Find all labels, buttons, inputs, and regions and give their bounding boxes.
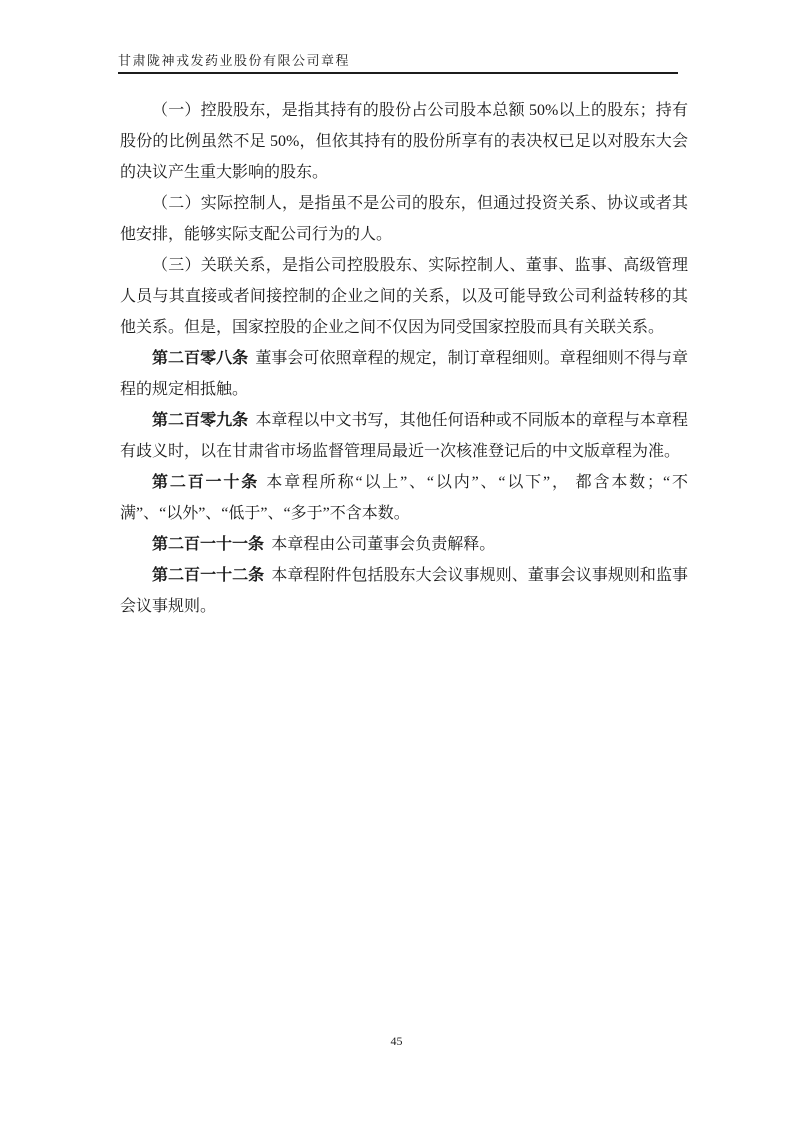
article-number: 第二百零八条 [152, 350, 249, 367]
page-header [118, 50, 678, 74]
article-209 [120, 405, 688, 467]
page-footer [0, 1034, 793, 1049]
paragraph-text: （二）实际控制人，是指虽不是公司的股东，但通过投资关系、协议或者其他安排，能够实际支配公司行为的人。 [120, 195, 688, 243]
article-211 [120, 529, 688, 560]
paragraph-text: 董事会可依照章程的规定，制订章程细则。章程细则不得与章程的规定相抵触。 [120, 350, 688, 398]
paragraph-text: （一）控股股东，是指其持有的股份占公司股本总额 50%以上的股东；持有股份的比例虽然不足 50%，但依其持有的股份所享有的表决权已足以对股东大会的决议产生重大影响的股东。 [120, 102, 688, 181]
header-title: 甘肃陇神戎发药业股份有限公司章程 [118, 50, 678, 74]
para-actual-controller [120, 188, 688, 250]
para-affiliation [120, 250, 688, 343]
article-212 [120, 560, 688, 622]
paragraph-text: 本章程由公司董事会负责解释。 [271, 536, 496, 553]
document-content [120, 95, 688, 622]
para-controlling-shareholder [120, 95, 688, 188]
article-number: 第二百零九条 [152, 412, 249, 429]
paragraph-text: 本章程以中文书写，其他任何语种或不同版本的章程与本章程有歧义时，以在甘肃省市场监督管理局最近一次核准登记后的中文版章程为准。 [120, 412, 688, 460]
page-number: 45 [390, 1034, 403, 1048]
article-number: 第二百一十二条 [152, 567, 265, 584]
article-210 [120, 467, 688, 529]
article-number: 第二百一十条 [152, 474, 260, 491]
article-number: 第二百一十一条 [152, 536, 265, 553]
article-208 [120, 343, 688, 405]
paragraph-text: 本章程所称“以上”、“以内”、“以下”， 都含本数；“不满”、“以外”、“低于”、“多于”不含本数。 [120, 474, 688, 522]
paragraph-text: （三）关联关系，是指公司控股股东、实际控制人、董事、监事、高级管理人员与其直接或者间接控制的企业之间的关系，以及可能导致公司利益转移的其他关系。但是，国家控股的企业之间不仅因为同受国家控股而具有关联关系。 [120, 257, 688, 336]
paragraph-text: 本章程附件包括股东大会议事规则、董事会议事规则和监事会议事规则。 [120, 567, 688, 615]
